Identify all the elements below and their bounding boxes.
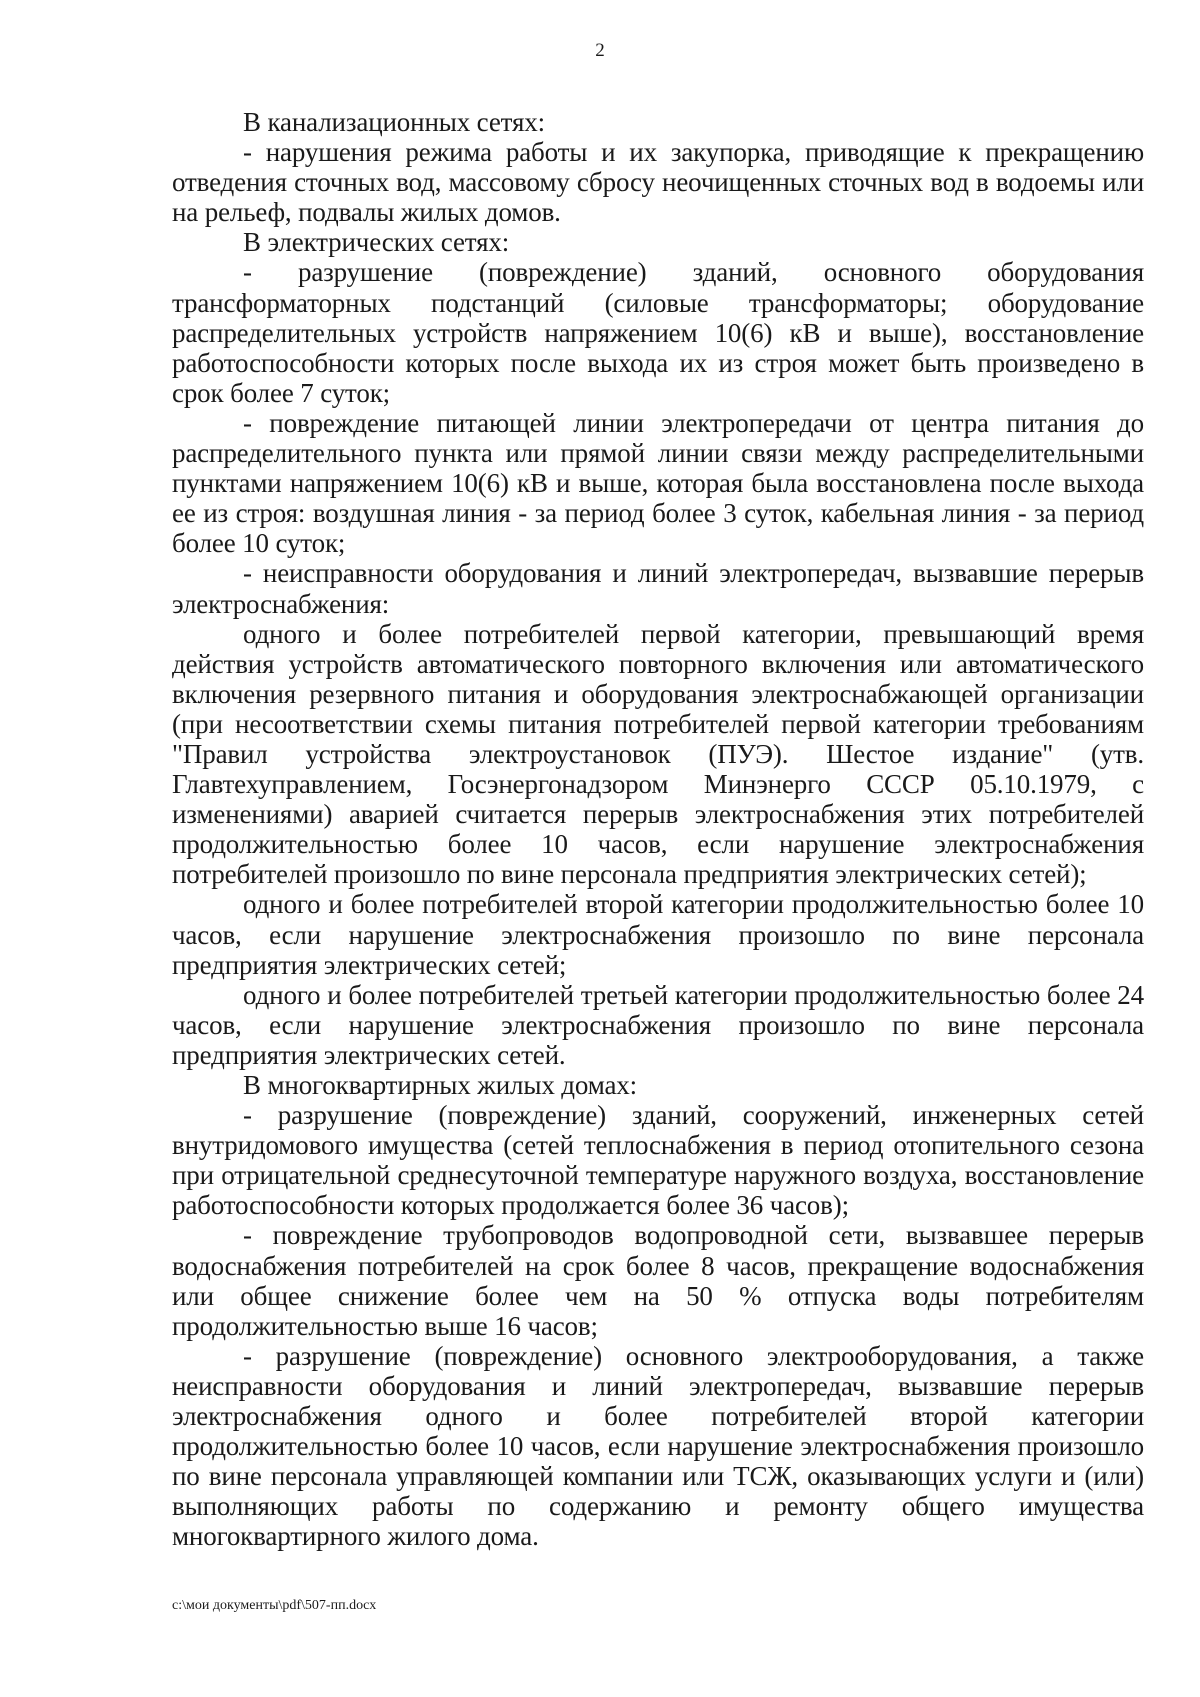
- paragraph-substation-damage: - разрушение (повреждение) зданий, основного оборудования трансформаторных подстанций (силовые трансформаторы; оборудование распределительных устройств напряжением 10(6) кВ и выше), восстановление работоспособности которых после выхода их из строя может быть произведено в срок более 7 суток;: [172, 257, 1144, 408]
- paragraph-building-damage: - разрушение (повреждение) зданий, сооружений, инженерных сетей внутридомового имущества (сетей теплоснабжения в период отопительного сезона при отрицательной среднесуточной температуре наружного воздуха, восстановление работоспособности которых продолжается более 36 часов);: [172, 1100, 1144, 1221]
- paragraph-first-category: одного и более потребителей первой категории, превышающий время действия устройств автоматического повторного включения или автоматического включения резервного питания и оборудования электроснабжающей организации (при несоответствии схемы питания потребителей первой категории требованиям "Правил устройства электроустановок (ПУЭ). Шестое издание" (утв. Главтехуправлением, Госэнергонадзором Минэнерго СССР 05.10.1979, с изменениями) аварией считается перерыв электроснабжения этих потребителей продолжительностью более 10 часов, если нарушение электроснабжения потребителей произошло по вине персонала предприятия электрических сетей);: [172, 618, 1144, 890]
- paragraph-electrical-equipment-damage: - разрушение (повреждение) основного электрооборудования, а также неисправности оборудования и линий электропередач, вызвавшие перерыв электроснабжения одного и более потребителей второй категории продолжительностью более 10 часов, если нарушение электроснабжения произошло по вине персонала управляющей компании или ТСЖ, оказывающих услуги и (или) выполняющих работы по содержанию и ремонту общего имущества многоквартирного жилого дома.: [172, 1340, 1144, 1552]
- paragraph-line-damage: - повреждение питающей линии электропередачи от центра питания до распределительного пункта или прямой линии связи между распределительными пунктами напряжением 10(6) кВ и выше, которая была восстановлена после выхода ее из строя: воздушная линия - за период более 3 суток, кабельная линия - за период более 10 суток;: [172, 407, 1144, 559]
- paragraph-sewer-violations: - нарушения режима работы и их закупорка, приводящие к прекращению отведения сточных вод, массовому сбросу неочищенных сточных вод в водоемы или на рельеф, подвалы жилых домов.: [172, 137, 1144, 228]
- page-number: 2: [595, 40, 605, 61]
- section-heading-electric: В электрических сетях:: [243, 227, 510, 258]
- section-heading-sewer: В канализационных сетях:: [243, 107, 545, 137]
- document-body: [172, 107, 1144, 1552]
- paragraph-third-category: одного и более потребителей третьей категории продолжительностью более 24 часов, если нарушение электроснабжения произошло по вине персонала предприятия электрических сетей.: [172, 979, 1144, 1070]
- paragraph-equipment-faults: - неисправности оборудования и линий электропередач, вызвавшие перерыв электроснабжения:: [172, 558, 1144, 619]
- footer-file-path: c:\мои документы\pdf\507-пп.docx: [172, 1598, 377, 1613]
- paragraph-water-pipeline-damage: - повреждение трубопроводов водопроводной сети, вызвавшее перерыв водоснабжения потребителей на срок более 8 часов, прекращение водоснабжения или общее снижение более чем на 50 % отпуска воды потребителям продолжительностью выше 16 часов;: [172, 1220, 1144, 1341]
- paragraph-second-category: одного и более потребителей второй категории продолжительностью более 10 часов, если нарушение электроснабжения произошло по вине персонала предприятия электрических сетей;: [172, 889, 1144, 980]
- section-heading-apartment-buildings: В многоквартирных жилых домах:: [243, 1070, 638, 1100]
